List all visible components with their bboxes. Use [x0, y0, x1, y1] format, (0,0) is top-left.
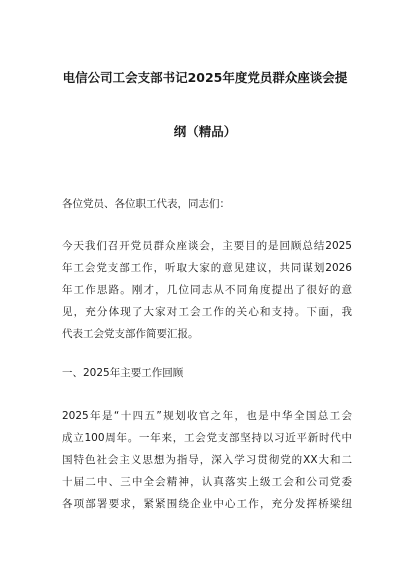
- review-paragraph: [62, 405, 352, 515]
- paragraph-line: 十届二中、三中全会精神，认真落实上级工会和公司党委: [62, 476, 352, 488]
- document-title-line-1: 电信公司工会支部书记2025年度党员群众座谈会提: [62, 70, 348, 85]
- paragraph-line: 年工作思路。刚才，几位同志从不同角度提出了很好的意: [62, 284, 352, 296]
- section-heading: [62, 362, 352, 384]
- salutation-text: 各位党员、各位职工代表，同志们：: [62, 198, 230, 210]
- document-title-line-2: 纲（精品）: [173, 124, 237, 139]
- paragraph-line: 代表工会党支部作简要汇报。: [62, 328, 199, 340]
- opening-paragraph: [62, 235, 352, 345]
- salutation: [62, 193, 352, 215]
- paragraph-line: 成立100周年。一年来，工会党支部坚持以习近平新时代中: [62, 432, 352, 444]
- section-heading-text: 一、2025年主要工作回顾: [62, 367, 184, 379]
- paragraph-line: 今天我们召开党员群众座谈会，主要目的是回顾总结2025: [62, 240, 352, 252]
- paragraph-line: 国特色社会主义思想为指导，深入学习贯彻党的XX大和二: [62, 454, 352, 466]
- paragraph-line: 见，充分体现了大家对工会工作的关心和支持。下面，我: [62, 306, 352, 318]
- paragraph-line: 2025年是“十四五”规划收官之年，也是中华全国总工会: [62, 410, 352, 422]
- paragraph-line: 年工会党支部工作，听取大家的意见建议，共同谋划2026: [62, 262, 352, 274]
- paragraph-line: 各项部署要求，紧紧围绕企业中心工作，充分发挥桥梁纽: [62, 498, 352, 510]
